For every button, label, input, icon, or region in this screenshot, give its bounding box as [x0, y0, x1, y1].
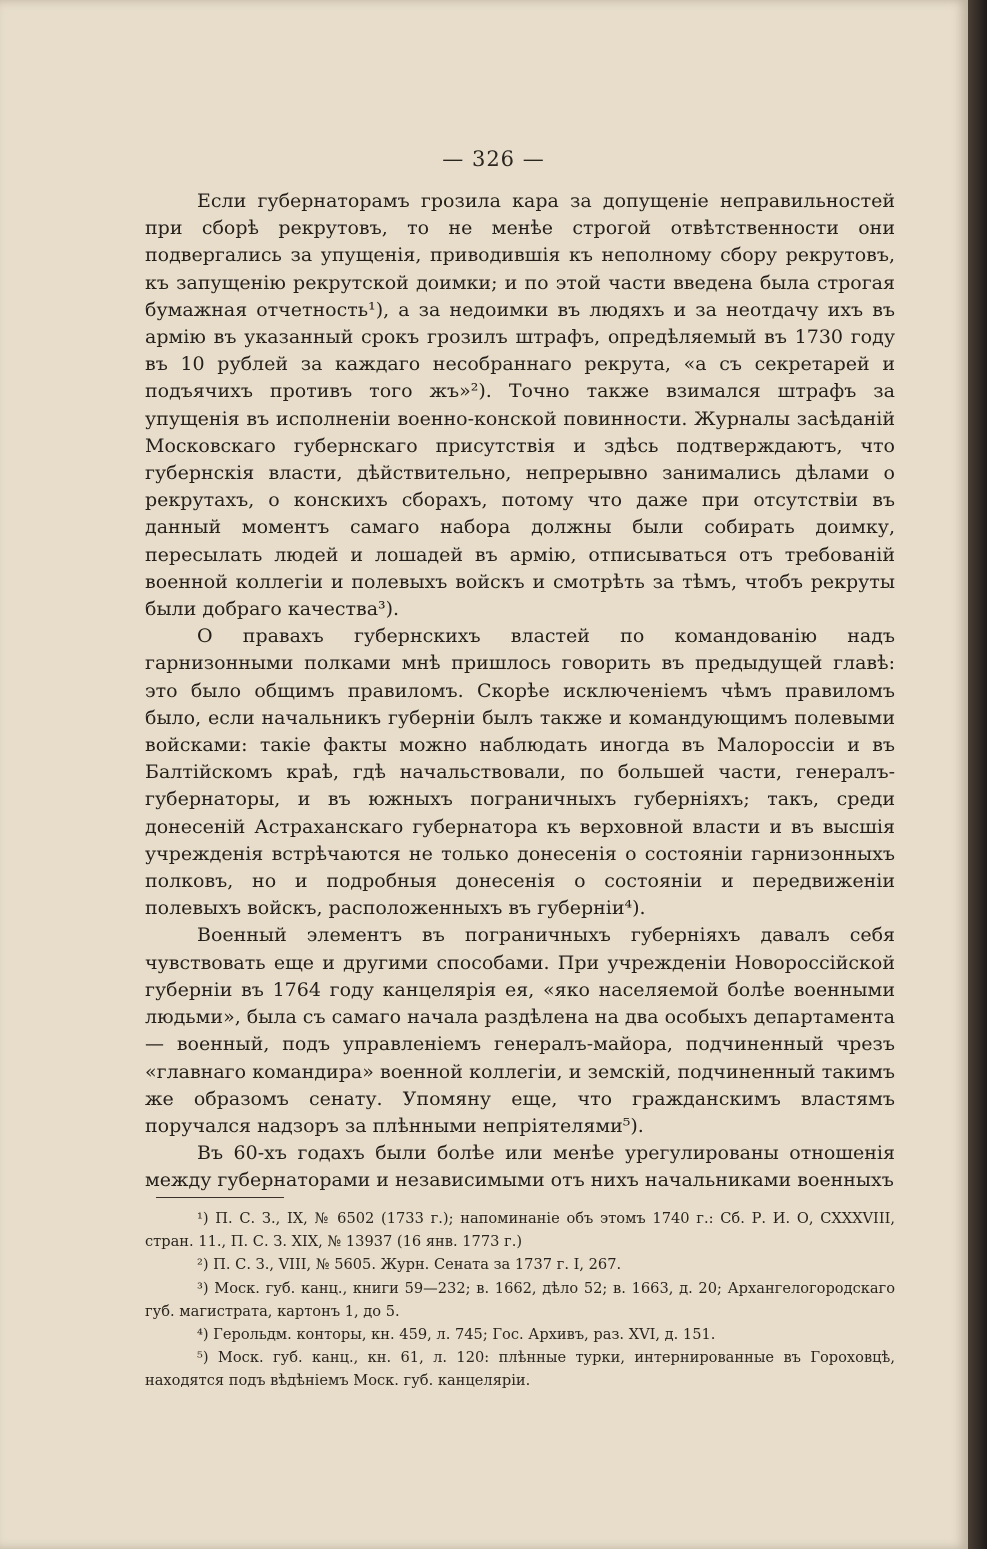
- paragraph: О правахъ губернскихъ властей по командованію надъ гарнизонными полками мнѣ пришлось говорить въ предыдущей главѣ: это было общимъ правиломъ. Скорѣе исключеніемъ чѣмъ правиломъ было, если начальникъ губерніи былъ также и командующимъ полевыми войсками: такіе факты можно наблюдать иногда въ Малороссіи и въ Балтійскомъ краѣ, гдѣ начальствовали, по большей части, генералъ-губернаторы, и въ южныхъ пограничныхъ губерніяхъ; такъ, среди донесеній Астраханскаго губернатора къ верховной власти и въ высшія учрежденія встрѣчаются не только донесенія о состояніи гарнизонныхъ полковъ, но и подробныя донесенія о состояніи и передвиженіи полевыхъ войскъ, расположенныхъ въ губерніи⁴).: [145, 625, 895, 920]
- footnote: ³) Моск. губ. канц., книги 59—232; в. 1662, дѣло 52; в. 1663, д. 20; Архангелогородскаго губ. магистрата, картонъ 1, до 5.: [145, 1279, 895, 1320]
- footnote: ⁵) Моск. губ. канц., кн. 61, л. 120: плѣнные турки, интернированные въ Гороховцѣ, находятся подъ вѣдѣніемъ Моск. губ. канцеляріи.: [145, 1349, 895, 1390]
- paragraph: Въ 60-хъ годахъ были болѣе или менѣе урегулированы отношенія между губернаторами и независимыми отъ нихъ начальниками военныхъ: [145, 1142, 895, 1192]
- paragraph: Если губернаторамъ грозила кара за допущеніе неправильностей при сборѣ рекрутовъ, то не менѣе строгой отвѣтственности они подвергались за упущенія, приводившія къ неполному сбору рекрутовъ, къ запущенію рекрутской доимки; и по этой части введена была строгая бумажная отчетность¹), а за недоимки въ людяхъ и за неотдачу ихъ въ армію въ указанный срокъ грозилъ штрафъ, опредѣляемый въ 1730 году въ 10 рублей за каждаго несобраннаго рекрута, «а съ секретарей и подъячихъ противъ того жъ»²). Точно также взимался штрафъ за упущенія въ исполненіи военно-конской повинности. Журналы засѣданій Московскаго губернскаго присутствія и здѣсь подтверждаютъ, что губернскія власти, дѣйствительно, непрерывно занимались дѣлами о рекрутахъ, о конскихъ сборахъ, потому что даже при отсутствіи въ данный моментъ самаго набора должны были собирать доимку, пересылать людей и лошадей въ армію, отписываться отъ требованій военной коллегіи и полевыхъ войскъ и смотрѣть за тѣмъ, чтобъ рекруты были добраго качества³).: [145, 190, 895, 621]
- footnote: ¹) П. С. З., IX, № 6502 (1733 г.); напоминаніе объ этомъ 1740 г.: Сб. Р. И. О, CXXXVIII, стран. 11., П. С. З. XIX, № 13937 (16 янв. 1773 г.): [145, 1210, 895, 1251]
- footnote: ⁴) Герольдм. конторы, кн. 459, л. 745; Гос. Архивъ, раз. XVI, д. 151.: [197, 1326, 716, 1344]
- footnote: ²) П. С. З., VIII, № 5605. Журн. Сената за 1737 г. I, 267.: [197, 1256, 622, 1274]
- footnotes: [145, 1207, 895, 1393]
- main-text: [145, 188, 895, 1195]
- page-number: — 326 —: [442, 147, 545, 171]
- paragraph: Военный элементъ въ пограничныхъ губерніяхъ давалъ себя чувствовать еще и другими способами. При учрежденіи Новороссійской губерніи въ 1764 году канцелярія ея, «яко населяемой болѣе военными людьми», была съ самаго начала раздѣлена на два особыхъ департамента — военный, подъ управленіемъ генералъ-майора, подчиненный чрезъ «главнаго командира» военной коллегіи, и земскій, подчиненный такимъ же образомъ сенату. Упомяну еще, что гражданскимъ властямъ поручался надзоръ за плѣнными непріятелями⁵).: [145, 924, 895, 1137]
- book-spine-edge: [968, 0, 987, 1549]
- footnote-divider: [156, 1197, 284, 1198]
